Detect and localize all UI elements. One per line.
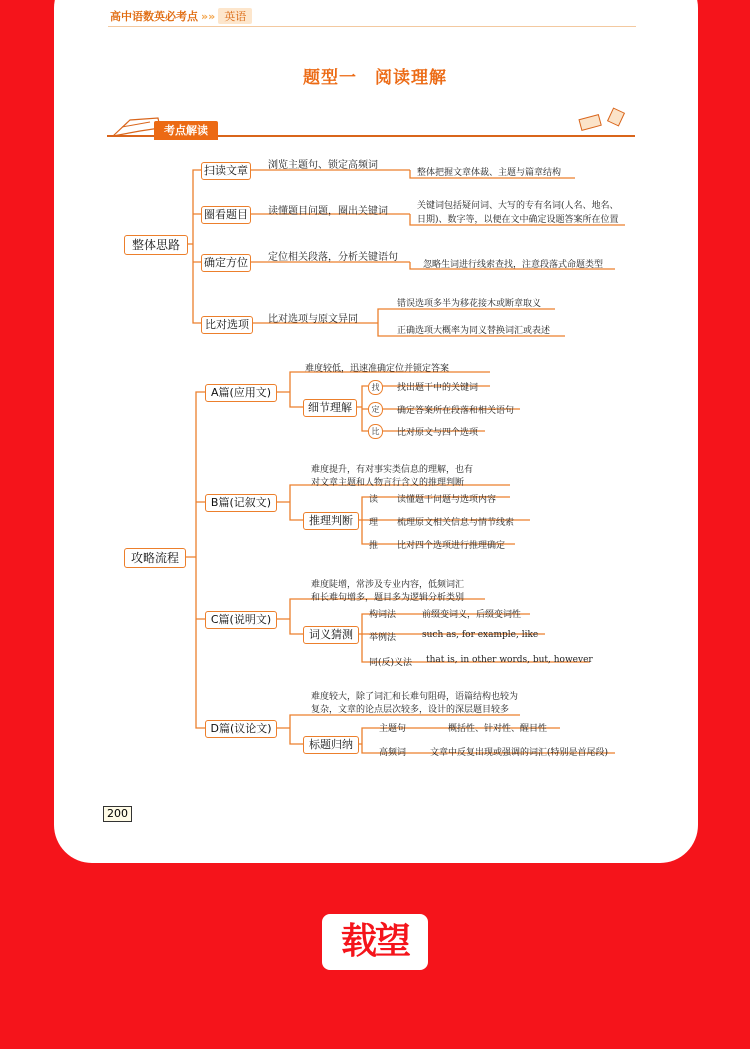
branch-circle-question: 圈看题目	[201, 206, 251, 224]
branch-locate-mid: 定位相关段落，分析关键语句	[268, 252, 398, 263]
step-text: 确定答案所在段落和相关语句	[397, 406, 515, 416]
step-text: 前缀变词义，后缀变词性	[422, 610, 522, 620]
branch-circle-mid: 读懂题目问题，圈出关键词	[268, 206, 388, 217]
chevron-arrows-icon: »»	[201, 10, 216, 23]
passage-c-desc1: 难度陡增，常涉及专业内容，低频词汇	[311, 580, 465, 590]
passage-a-skill: 细节理解	[303, 399, 357, 417]
step-marker: 比	[368, 424, 383, 439]
page-title: 题型一 阅读理解	[303, 68, 447, 88]
passage-d-desc1: 难度较大，除了词汇和长难句阻碍，语篇结构也较为	[311, 692, 519, 702]
step-marker: 同(反)义法	[369, 658, 413, 668]
step-text: 找出题干中的关键词	[397, 383, 479, 393]
running-header	[110, 8, 252, 24]
step-text: that is, in other words, but, however	[426, 655, 593, 665]
passage-b-node: B篇(记叙文)	[205, 494, 277, 512]
branch-locate: 确定方位	[201, 254, 251, 272]
branch-compare-options: 比对选项	[201, 316, 253, 334]
brand-logo: 载望	[322, 914, 428, 970]
branch-scan-mid: 浏览主题句、锁定高频词	[268, 160, 378, 171]
step-text: 概括性、针对性、醒目性	[448, 724, 548, 734]
book-title: 高中语数英必考点	[110, 10, 198, 23]
step-text: 比对原文与四个选项	[397, 428, 479, 438]
page-number: 200	[103, 806, 132, 822]
passage-a-desc: 难度较低，迅速准确定位并锁定答案	[305, 364, 450, 374]
step-marker: 读	[369, 495, 379, 505]
branch-compare-mid: 比对选项与原文异同	[268, 314, 358, 325]
subject-tag: 英语	[218, 8, 252, 24]
passage-d-skill: 标题归纳	[303, 736, 359, 754]
step-marker: 构词法	[369, 610, 397, 620]
branch-compare-note1: 错误选项多半为移花接木或断章取义	[397, 299, 542, 309]
passage-c-node: C篇(说明文)	[205, 611, 277, 629]
passage-b-desc2: 对文章主题和人物言行含义的推理判断	[311, 478, 465, 488]
passage-d-node: D篇(议论文)	[205, 720, 277, 738]
step-text: 文章中反复出现或强调的词汇(特别是首尾段)	[430, 748, 609, 758]
step-text: 读懂题干问题与选项内容	[397, 495, 497, 505]
branch-compare-note2: 正确选项大概率为同义替换词汇或表述	[397, 326, 551, 336]
passage-d-desc2: 复杂，文章的论点层次较多，设计的深层题目较多	[311, 705, 510, 715]
passage-b-desc1: 难度提升，有对事实类信息的理解，也有	[311, 465, 474, 475]
step-text: 梳理原文相关信息与情节线索	[397, 518, 515, 528]
step-text: 比对四个选项进行推理确定	[397, 541, 506, 551]
step-marker: 举例法	[369, 633, 397, 643]
branch-scan-note: 整体把握文章体裁、主题与篇章结构	[417, 168, 562, 178]
section-label: 考点解读	[154, 121, 218, 140]
step-text: such as, for example, like	[422, 630, 539, 640]
overall-root: 整体思路	[124, 235, 188, 255]
passage-a-node: A篇(应用文)	[205, 384, 277, 402]
branch-locate-note: 忽略生词进行线索查找，注意段落式命题类型	[423, 260, 604, 270]
step-marker: 推	[369, 541, 379, 551]
branch-circle-note2: 日期)、数字等，以便在文中确定设题答案所在位置	[417, 215, 619, 225]
step-marker: 主题句	[379, 724, 407, 734]
branch-scan-article: 扫读文章	[201, 162, 251, 180]
passage-b-skill: 推理判断	[303, 512, 359, 530]
strategy-root: 攻略流程	[124, 548, 186, 568]
step-marker: 定	[368, 402, 383, 417]
branch-circle-note1: 关键词包括疑问词、大写的专有名词(人名、地名、	[417, 201, 619, 211]
step-marker: 高频词	[379, 748, 407, 758]
step-marker: 理	[369, 518, 379, 528]
step-marker: 找	[368, 380, 383, 395]
passage-c-skill: 词义猜测	[303, 626, 359, 644]
passage-c-desc2: 和长难句增多，题目多为逻辑分析类别	[311, 593, 465, 603]
header-rule	[108, 26, 636, 27]
